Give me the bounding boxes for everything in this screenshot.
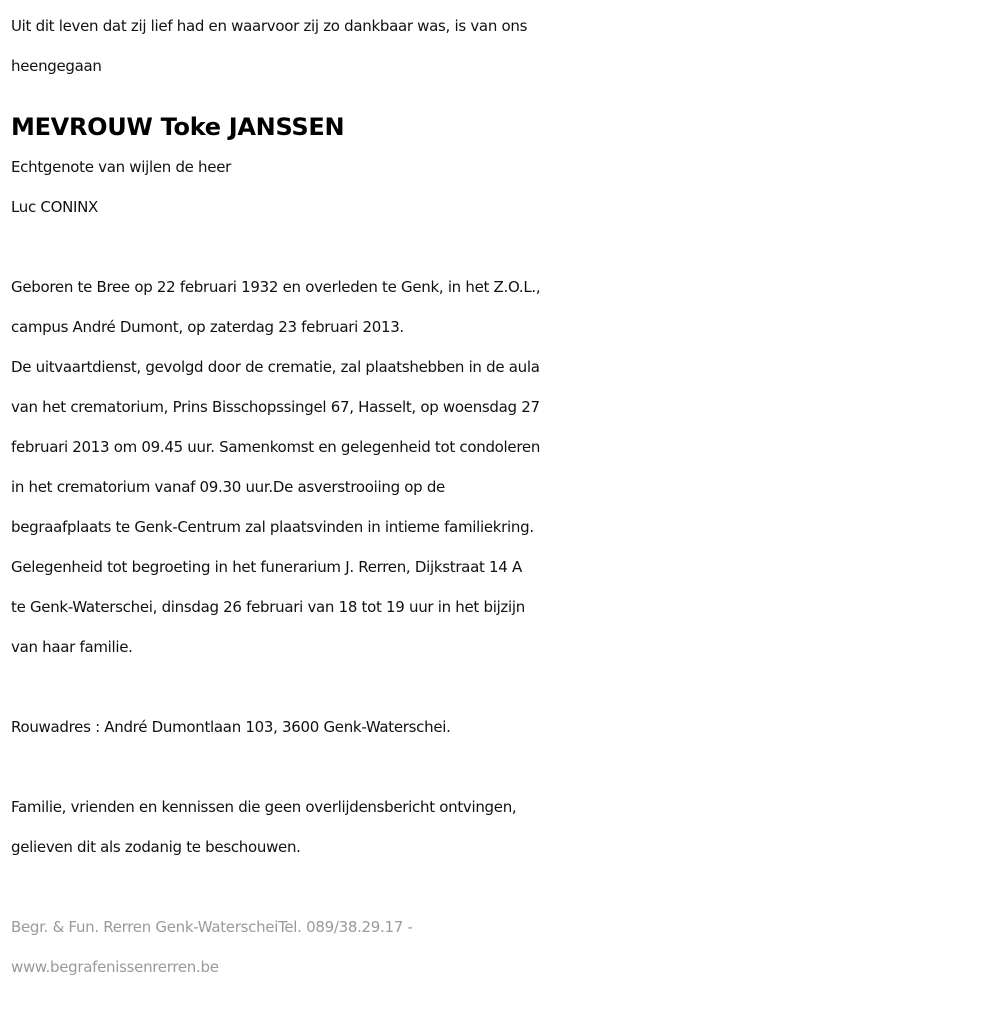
funeral-home-footer [11, 907, 996, 987]
details-line: De uitvaartdienst, gevolgd door de crematie, zal plaatshebben in de aula [11, 358, 540, 376]
details-text [11, 267, 996, 667]
spouse-text [11, 147, 996, 227]
obituary-notice [11, 6, 996, 987]
deceased-name: MEVROUW Toke JANSSEN [11, 113, 345, 141]
family-line: Familie, vrienden en kennissen die geen overlijdensbericht ontvingen, [11, 798, 517, 816]
spouse-line: Luc CONINX [11, 198, 99, 216]
spacer [11, 667, 996, 707]
spouse-line: Echtgenote van wijlen de heer [11, 158, 231, 176]
mourning-address: Rouwadres : André Dumontlaan 103, 3600 Genk-Waterschei. [11, 718, 451, 736]
intro-text [11, 6, 996, 86]
intro-line: heengegaan [11, 57, 102, 75]
funeral-home-contact: Begr. & Fun. Rerren Genk-WaterscheiTel. 089/38.29.17 - [11, 918, 413, 936]
funeral-home-website: www.begrafenissenrerren.be [11, 958, 219, 976]
spacer [11, 227, 996, 267]
spacer [11, 747, 996, 787]
details-line: te Genk-Waterschei, dinsdag 26 februari van 18 tot 19 uur in het bijzijn [11, 598, 525, 616]
details-line: campus André Dumont, op zaterdag 23 februari 2013. [11, 318, 404, 336]
details-line: februari 2013 om 09.45 uur. Samenkomst en gelegenheid tot condoleren [11, 438, 541, 456]
spacer [11, 867, 996, 907]
intro-line: Uit dit leven dat zij lief had en waarvoor zij zo dankbaar was, is van ons [11, 17, 528, 35]
family-line: gelieven dit als zodanig te beschouwen. [11, 838, 301, 856]
details-line: Geboren te Bree op 22 februari 1932 en overleden te Genk, in het Z.O.L., [11, 278, 541, 296]
details-line: in het crematorium vanaf 09.30 uur.De asverstrooiing op de [11, 478, 445, 496]
family-text [11, 787, 996, 867]
details-line: begraafplaats te Genk-Centrum zal plaatsvinden in intieme familiekring. [11, 518, 534, 536]
details-line: van het crematorium, Prins Bisschopssingel 67, Hasselt, op woensdag 27 [11, 398, 540, 416]
details-line: van haar familie. [11, 638, 133, 656]
details-line: Gelegenheid tot begroeting in het funerarium J. Rerren, Dijkstraat 14 A [11, 558, 522, 576]
